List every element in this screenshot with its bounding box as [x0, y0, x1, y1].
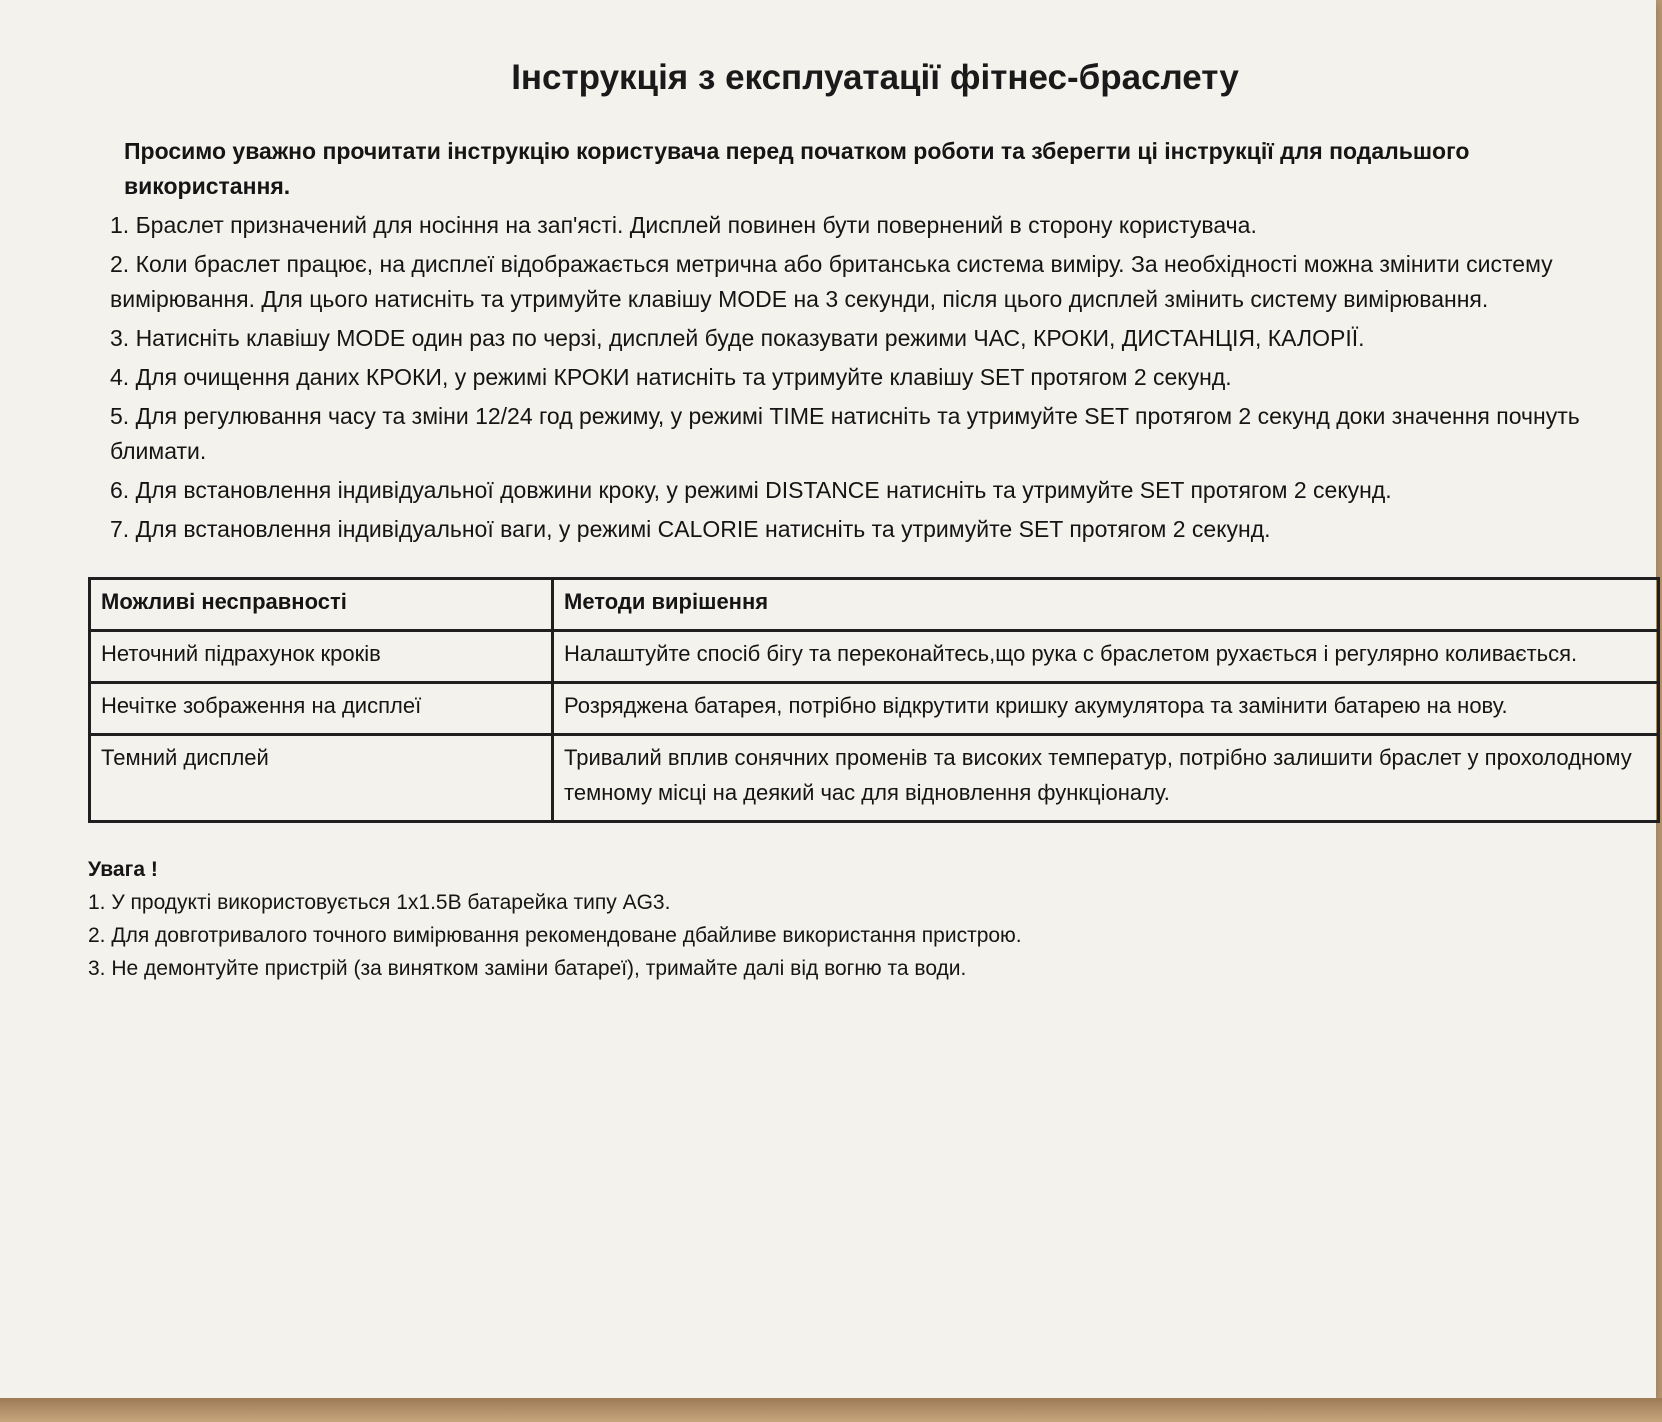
- solution-cell: Налаштуйте спосіб бігу та переконайтесь,що рука с браслетом рухається і регулярно коливається.: [553, 631, 1659, 683]
- warning-item: 2. Для довготривалого точного вимірювання рекомендоване дбайливе використання пристрою.: [88, 924, 1022, 947]
- warning-section: [88, 853, 1640, 985]
- warning-item: 3. Не демонтуйте пристрій (за винятком заміни батареї), тримайте далі від вогню та води.: [88, 957, 967, 980]
- table-surface: [0, 1398, 1662, 1422]
- warning-item: 1. У продукті використовується 1x1.5В батарейка типу AG3.: [88, 891, 671, 914]
- table-row: [90, 683, 1659, 735]
- table-header-row: [90, 579, 1659, 631]
- intro-paragraph: Просимо уважно прочитати інструкцію користувача перед початком роботи та зберегти ці інструкції для подальшого використання.: [124, 138, 1470, 199]
- step-item: 5. Для регулювання часу та зміни 12/24 год режиму, у режимі TIME натисніть та утримуйте SET протягом 2 секунд доки значення почнуть блимати.: [110, 403, 1580, 464]
- troubleshooting-table: [88, 577, 1660, 823]
- instruction-steps: [110, 208, 1640, 547]
- table-row: [90, 631, 1659, 683]
- column-header-solutions: Методи вирішення: [553, 579, 1659, 631]
- fault-cell: Неточний підрахунок кроків: [90, 631, 553, 683]
- fault-cell: Темний дисплей: [90, 735, 553, 822]
- fault-cell: Нечітке зображення на дисплеї: [90, 683, 553, 735]
- document-title: Інструкція з експлуатації фітнес-браслету: [511, 58, 1239, 97]
- solution-cell: Тривалий вплив сонячних променів та високих температур, потрібно залишити браслет у прохолодному темному місці на деякий час для відновлення функціоналу.: [553, 735, 1659, 822]
- warning-title: Увага !: [88, 858, 158, 881]
- step-item: 1. Браслет призначений для носіння на зап'ясті. Дисплей повинен бути повернений в сторону користувача.: [110, 212, 1257, 238]
- solution-cell: Розряджена батарея, потрібно відкрутити кришку акумулятора та замінити батарею на нову.: [553, 683, 1659, 735]
- step-item: 4. Для очищення даних КРОКИ, у режимі КРОКИ натисніть та утримуйте клавішу SET протягом 2 секунд.: [110, 364, 1232, 390]
- step-item: 3. Натисніть клавішу MODE один раз по черзі, дисплей буде показувати режими ЧАС, КРОКИ, ДИСТАНЦІЯ, КАЛОРІЇ.: [110, 325, 1365, 351]
- step-item: 6. Для встановлення індивідуальної довжини кроку, у режимі DISTANCE натисніть та утримуйте SET протягом 2 секунд.: [110, 477, 1392, 503]
- column-header-faults: Можливі несправності: [90, 579, 553, 631]
- warning-list: [88, 886, 1640, 985]
- step-item: 7. Для встановлення індивідуальної ваги, у режимі CALORIE натисніть та утримуйте SET протягом 2 секунд.: [110, 516, 1271, 542]
- table-row: [90, 735, 1659, 822]
- document-body: [88, 50, 1640, 985]
- step-item: 2. Коли браслет працює, на дисплеї відображається метрична або британська система виміру. За необхідності можна змінити систему вимірювання. Для цього натисніть та утримуйте клавішу MODE на 3 секунди, після цього дисплей змінить систему вимірювання.: [110, 251, 1553, 312]
